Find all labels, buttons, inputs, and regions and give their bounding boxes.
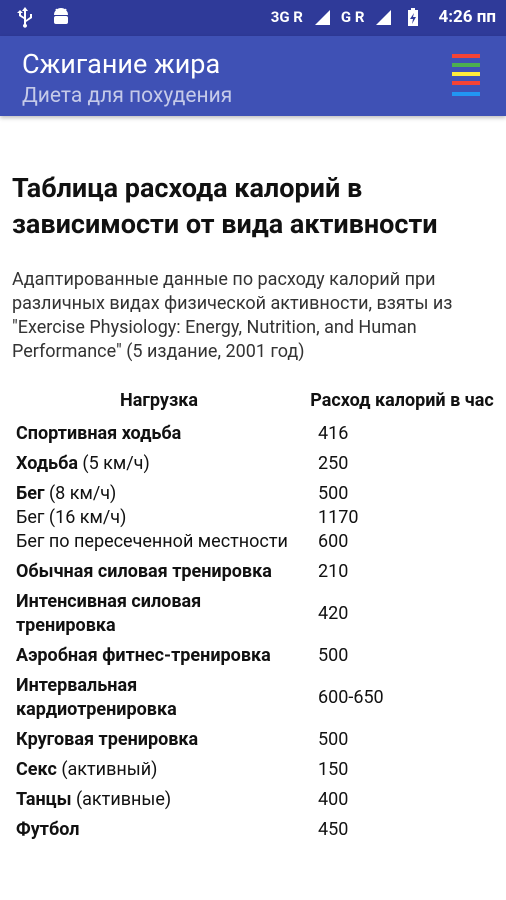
- activity-name: Спортивная ходьба: [16, 423, 182, 444]
- activity-detail: (5 км/ч): [77, 453, 150, 474]
- article-description: Адаптированные данные по расходу калорий при различных видах физической активности, взяты из "Exercise Physiology: Energy, Nutrition, and Human Performance" (5 издание, 2001 год): [12, 269, 453, 362]
- activity-name: Секс: [16, 759, 57, 780]
- activity-line: [16, 758, 302, 782]
- clock: 4:26 пп: [438, 7, 496, 27]
- calories-cell: [306, 785, 498, 815]
- activity-cell: [12, 587, 306, 641]
- activity-detail: Бег по пересеченной местности: [16, 531, 288, 552]
- activity-detail: (активные): [71, 789, 172, 810]
- activity-cell: [12, 671, 306, 725]
- menu-bar-5: [452, 92, 480, 96]
- activity-name: Бег: [16, 483, 45, 504]
- table-row: [12, 755, 498, 785]
- table-row: [12, 587, 498, 641]
- activity-line: [16, 530, 302, 554]
- network-type-2: G R: [340, 8, 365, 26]
- activity-cell: [12, 755, 306, 785]
- calorie-value: 150: [318, 759, 349, 780]
- calorie-value: 500: [318, 483, 349, 504]
- calorie-value: 450: [318, 819, 349, 840]
- table-row: [12, 557, 498, 587]
- app-title: Сжигание жира: [22, 48, 221, 80]
- status-bar: [0, 0, 506, 36]
- activity-line: [16, 422, 302, 446]
- activity-cell: [12, 419, 306, 449]
- activity-name: Обычная силовая тренировка: [16, 561, 272, 582]
- battery-charging-icon: [402, 6, 424, 28]
- table-row: [12, 479, 498, 557]
- calorie-value: 210: [318, 561, 349, 582]
- activity-line: [16, 644, 302, 668]
- activity-name: Круговая тренировка: [16, 729, 199, 750]
- calories-cell: [306, 479, 498, 557]
- network-type-1: 3G R: [270, 8, 303, 26]
- calories-cell: [306, 449, 498, 479]
- activity-line: [16, 818, 302, 842]
- activity-name: Интенсивная силовая тренировка: [16, 591, 202, 636]
- calories-cell: [306, 587, 498, 641]
- activity-line: [16, 482, 302, 506]
- calories-cell: [306, 557, 498, 587]
- header-calories: Расход калорий в час: [310, 390, 494, 411]
- activity-cell: [12, 479, 306, 557]
- activity-cell: [12, 725, 306, 755]
- calorie-value: 250: [318, 453, 349, 474]
- activity-detail: (активный): [56, 759, 158, 780]
- activity-line: [16, 590, 302, 638]
- table-header-row: [12, 388, 498, 419]
- activity-line: [16, 674, 302, 722]
- table-row: [12, 785, 498, 815]
- menu-bar-3: [452, 72, 480, 76]
- activity-line: [16, 506, 302, 530]
- calorie-value: 600: [318, 531, 349, 552]
- table-row: [12, 671, 498, 725]
- app-bar: [0, 36, 506, 116]
- app-subtitle: Диета для похудения: [22, 84, 233, 108]
- activity-cell: [12, 785, 306, 815]
- activity-name: Аэробная фитнес-тренировка: [16, 645, 271, 666]
- activity-name: Танцы: [16, 789, 72, 810]
- activity-line: [16, 452, 302, 476]
- activity-name: Интервальная кардиотренировка: [16, 675, 177, 720]
- table-body: [12, 419, 498, 845]
- calorie-value: 1170: [318, 507, 359, 528]
- calories-cell: [306, 641, 498, 671]
- table-row: [12, 419, 498, 449]
- calories-cell: [306, 419, 498, 449]
- activity-cell: [12, 557, 306, 587]
- activity-cell: [12, 449, 306, 479]
- calories-cell: [306, 725, 498, 755]
- menu-button[interactable]: [452, 54, 480, 98]
- activity-line: [16, 728, 302, 752]
- header-activity: Нагрузка: [120, 390, 198, 411]
- calorie-value: 500: [318, 729, 349, 750]
- signal-icon: [311, 6, 333, 28]
- activity-detail: Бег (16 км/ч): [16, 507, 127, 528]
- article-heading: Таблица расхода калорий в зависимости от вида активности: [12, 172, 438, 240]
- usb-icon: [14, 6, 36, 28]
- calorie-value: 600-650: [318, 687, 384, 708]
- table-row: [12, 449, 498, 479]
- table-row: [12, 725, 498, 755]
- android-icon: [50, 6, 72, 28]
- calorie-value: 400: [318, 789, 349, 810]
- menu-bar-4: [452, 81, 480, 85]
- calorie-value: 416: [318, 423, 349, 444]
- menu-bar-2: [452, 63, 480, 67]
- menu-bar-1: [452, 54, 480, 58]
- activity-cell: [12, 641, 306, 671]
- signal-icon: [372, 6, 394, 28]
- activity-line: [16, 788, 302, 812]
- table-row: [12, 641, 498, 671]
- calorie-table: [12, 388, 498, 845]
- activity-name: Ходьба: [16, 453, 78, 474]
- calories-cell: [306, 815, 498, 845]
- activity-detail: (8 км/ч): [44, 483, 117, 504]
- calorie-value: 500: [318, 645, 349, 666]
- activity-cell: [12, 815, 306, 845]
- calories-cell: [306, 671, 498, 725]
- calorie-value: 420: [318, 603, 349, 624]
- activity-line: [16, 560, 302, 584]
- activity-name: Футбол: [16, 819, 80, 840]
- table-row: [12, 815, 498, 845]
- article: [12, 170, 496, 845]
- calories-cell: [306, 755, 498, 785]
